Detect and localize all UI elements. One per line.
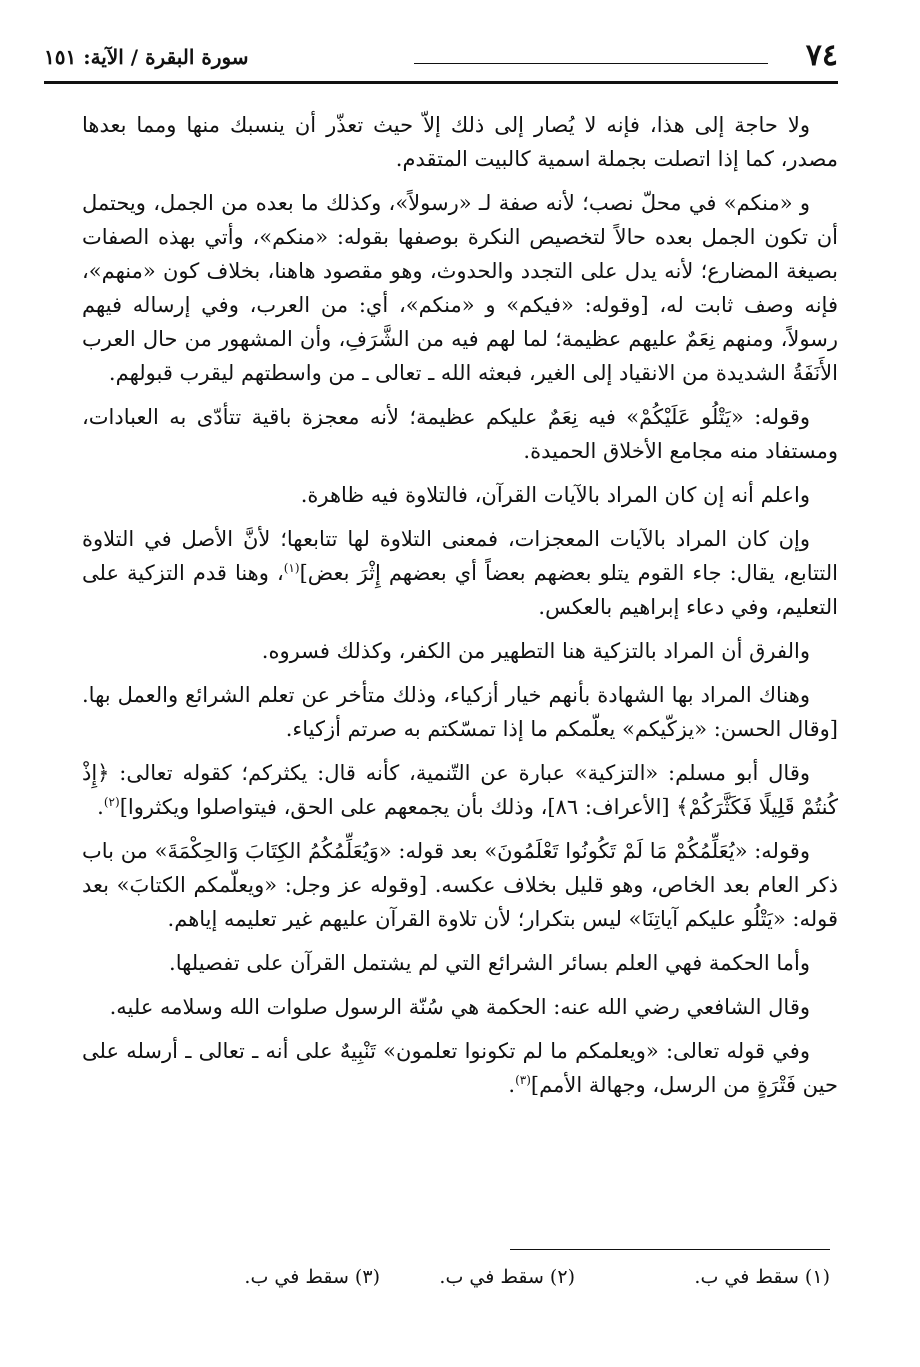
footnote-rule bbox=[510, 1249, 830, 1250]
paragraph: وقوله: «يُعَلِّمُكُمْ مَا لَمْ تَكُونُوا تَعْلَمُونَ» بعد قوله: «وَيُعَلِّمُكُمُ الكِتَابَ وَالحِكْمَةَ» من باب ذكر العام بعد الخاص، وهو قليل بخلاف عكسه. [وقوله عز وجل: «ويعلّمكم الكتابَ» بعد قوله: «يَتْلُو عليكم آياتِنَا» ليس بتكرار؛ لأن تلاوة القرآن عليهم غير تعليمه إياهم. bbox=[82, 839, 838, 931]
paragraph: وفي قوله تعالى: «ويعلمكم ما لم تكونوا تعلمون» تَنْبِيهٌ على أنه ـ تعالى ـ أرسله على حين فَتْرَةٍ من الرسل، وجهالة الأمم]$^{(٣)}$. bbox=[82, 1039, 838, 1097]
footnote-ref: (٣) bbox=[515, 1073, 531, 1087]
footnote-1: (١) سقط في ب. bbox=[694, 1266, 830, 1288]
main-text bbox=[82, 108, 838, 1112]
paragraph: وقال أبو مسلم: «التزكية» عبارة عن التّنمية، كأنه قال: يكثركم؛ كقوله تعالى: ﴿إِذْ كُنتُمْ قَلِيلًا فَكَثَّرَكُمْ﴾ [الأعراف: ٨٦]، وذلك بأن يجمعهم على الحق، فيتواصلوا ويكثروا]$^{(٢)}$. bbox=[82, 761, 838, 819]
paragraph: وقوله: «يَتْلُو عَلَيْكُمْ» فيه نِعَمٌ عليكم عظيمة؛ لأنه معجزة باقية تتأدّى به العبادات، ومستفاد منه مجامع الأخلاق الحميدة. bbox=[82, 405, 838, 463]
paragraph: واعلم أنه إن كان المراد بالآيات القرآن، فالتلاوة فيه ظاهرة. bbox=[300, 483, 810, 507]
paragraph: و «منكم» في محلّ نصب؛ لأنه صفة لـ «رسولاً»، وكذلك ما بعده من الجمل، ويحتمل أن تكون الجمل بعده حالاً لتخصيص النكرة بوصفها بقوله: «منكم»، وأتي بهذه الصفات بصيغة المضارع؛ لأنه يدل على التجدد والحدوث، وهو مقصود هاهنا، بخلاف كون «منهم»، فإنه وصف ثابت له، [وقوله: «فيكم» و «منكم»، أي: من العرب، وفي إرساله فيهم رسولاً، ومنهم نِعَمٌ عليهم عظيمة؛ لما لهم فيه من الشَّرَفِ، وأن المشهور من حال العرب الأَنَفَةُ الشديدة من الانقياد إلى الغير، فبعثه الله ـ تعالى ـ من واسطتهم ليقرب قبولهم. bbox=[82, 191, 838, 385]
page-number: ٧٤ bbox=[805, 38, 838, 73]
page-header bbox=[44, 36, 838, 80]
paragraph: وإن كان المراد بالآيات المعجزات، فمعنى التلاوة لها تتابعها؛ لأنَّ الأصل في التلاوة التتابع، يقال: جاء القوم يتلو بعضهم بعضاً أي بعضهم إِثْرَ بعض]$^{(١)}$، وهنا قدم التزكية على التعليم، وفي دعاء إبراهيم بالعكس. bbox=[82, 527, 839, 619]
header-rule bbox=[44, 81, 838, 84]
footnote-ref: (١) bbox=[283, 561, 300, 575]
footnote-ref: (٢) bbox=[103, 795, 120, 809]
running-title: سورة البقرة / الآية: ١٥١ bbox=[44, 45, 249, 69]
footnote-3: (٣) سقط في ب. bbox=[244, 1266, 380, 1288]
paragraph: والفرق أن المراد بالتزكية هنا التطهير من الكفر، وكذلك فسروه. bbox=[261, 639, 810, 663]
paragraph: وأما الحكمة فهي العلم بسائر الشرائع التي لم يشتمل القرآن على تفصيلها. bbox=[169, 951, 810, 975]
paragraph: وقال الشافعي رضي الله عنه: الحكمة هي سُنّة الرسول صلوات الله وسلامه عليه. bbox=[109, 995, 810, 1019]
paragraph: ولا حاجة إلى هذا، فإنه لا يُصار إلى ذلك إلاّ حيث تعذّر أن ينسبك منها ومما بعدها مصدر، كما إذا اتصلت بجملة اسمية كالبيت المتقدم. bbox=[82, 113, 838, 171]
header-dash bbox=[414, 63, 768, 64]
paragraph: وهناك المراد بها الشهادة بأنهم خيار أزكياء، وذلك متأخر عن تعلم الشرائع والعمل بها. [وقال الحسن: «يزكّيكم» يعلّمكم ما إذا تمسّكتم به صرتم أزكياء. bbox=[82, 683, 838, 741]
footnote-2: (٢) سقط في ب. bbox=[439, 1266, 575, 1288]
